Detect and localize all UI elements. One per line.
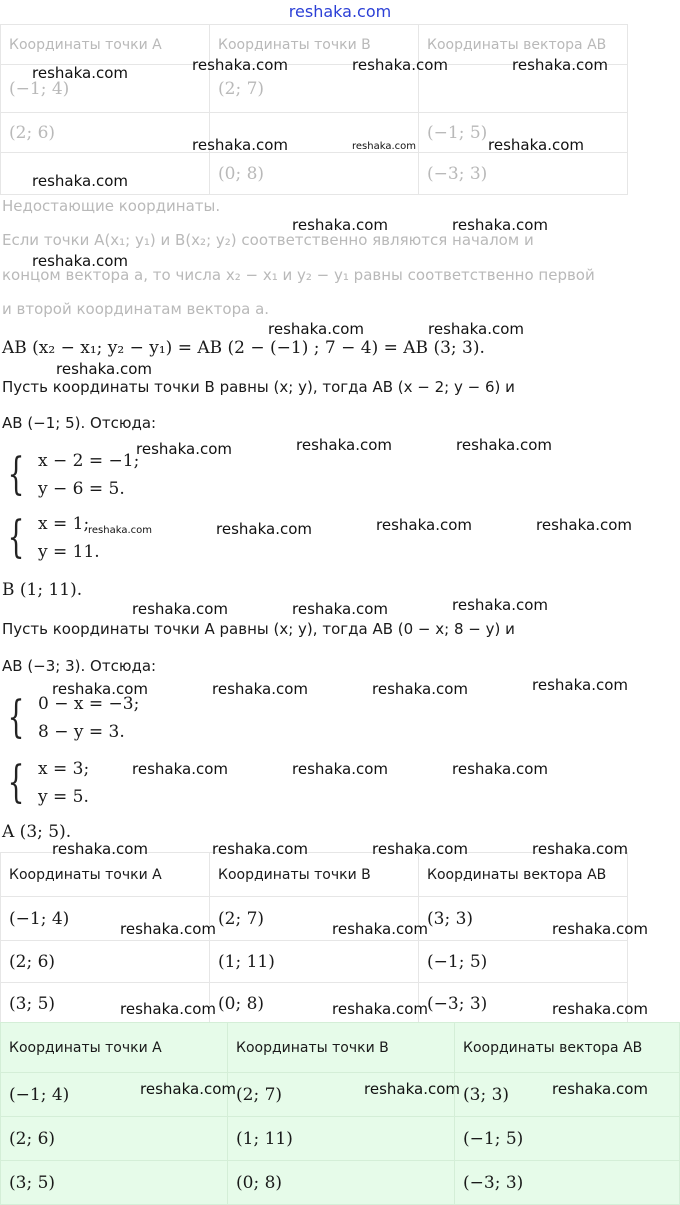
system-row: 0 − x = −3;	[38, 694, 140, 714]
missing-label: Недостающие координаты.	[2, 197, 221, 215]
header-point-a: Координаты точки A	[1, 1023, 228, 1073]
result-a: A (3; 5).	[2, 822, 72, 842]
watermark: reshaka.com	[120, 1000, 216, 1018]
cell: (3; 3)	[455, 1073, 680, 1117]
site-title[interactable]: reshaka.com	[288, 2, 392, 21]
system-3	[2, 690, 139, 746]
header-point-b: Координаты точки B	[210, 853, 419, 897]
watermark: reshaka.com	[332, 1000, 428, 1018]
watermark: reshaka.com	[296, 436, 392, 454]
header-point-a: Координаты точки A	[1, 25, 210, 65]
result-b: B (1; 11).	[2, 580, 83, 600]
watermark: reshaka.com	[372, 840, 468, 858]
cell: (2; 6)	[1, 113, 210, 153]
watermark: reshaka.com	[536, 516, 632, 534]
initial-table	[0, 24, 628, 195]
cell: (3; 5)	[1, 1161, 228, 1205]
cell: (−1; 5)	[419, 113, 628, 153]
cell: (0; 8)	[228, 1161, 455, 1205]
cell: (2; 7)	[210, 897, 419, 941]
watermark: reshaka.com	[216, 520, 312, 538]
brace: {	[7, 449, 25, 500]
watermark: reshaka.com	[292, 760, 388, 778]
system-row: 8 − y = 3.	[38, 722, 125, 742]
watermark: reshaka.com	[32, 64, 128, 82]
header-vector-ab: Координаты вектора AB	[455, 1023, 680, 1073]
system-row: y − 6 = 5.	[38, 479, 125, 499]
cell: (3; 3)	[419, 897, 628, 941]
watermark: reshaka.com	[140, 1080, 236, 1098]
watermark: reshaka.com	[352, 141, 416, 152]
cell: (1; 11)	[210, 941, 419, 983]
rule-line-3: и второй координатам вектора a.	[2, 300, 270, 318]
watermark: reshaka.com	[452, 760, 548, 778]
header-point-b: Координаты точки B	[228, 1023, 455, 1073]
paragraph-a-cont: AB (−3; 3). Отсюда:	[2, 657, 157, 675]
system-row: x − 2 = −1;	[38, 451, 140, 471]
result-table	[0, 852, 628, 1025]
cell: (2; 6)	[1, 941, 210, 983]
system-row: y = 11.	[38, 542, 100, 562]
watermark: reshaka.com	[212, 840, 308, 858]
watermark: reshaka.com	[52, 840, 148, 858]
watermark: reshaka.com	[192, 136, 288, 154]
brace: {	[7, 757, 25, 808]
rule-line-2: концом вектора a, то числа x₂ − x₁ и y₂ − y₁ равны соответственно первой	[2, 266, 595, 284]
watermark: reshaka.com	[364, 1080, 460, 1098]
watermark: reshaka.com	[452, 216, 548, 234]
watermark: reshaka.com	[268, 320, 364, 338]
brace: {	[7, 512, 25, 563]
cell: (1; 11)	[228, 1117, 455, 1161]
watermark: reshaka.com	[352, 56, 448, 74]
cell: (−3; 3)	[455, 1161, 680, 1205]
watermark: reshaka.com	[532, 840, 628, 858]
watermark: reshaka.com	[120, 920, 216, 938]
watermark: reshaka.com	[88, 525, 152, 536]
rule-line-1: Если точки A(x₁; y₁) и B(x₂; y₂) соответственно являются началом и	[2, 231, 534, 249]
paragraph-b-cont: AB (−1; 5). Отсюда:	[2, 414, 157, 432]
watermark: reshaka.com	[552, 1080, 648, 1098]
watermark: reshaka.com	[552, 1000, 648, 1018]
watermark: reshaka.com	[132, 760, 228, 778]
watermark: reshaka.com	[452, 596, 548, 614]
header-point-a: Координаты точки A	[1, 853, 210, 897]
watermark: reshaka.com	[456, 436, 552, 454]
watermark: reshaka.com	[292, 216, 388, 234]
cell: (−1; 5)	[419, 941, 628, 983]
watermark: reshaka.com	[552, 920, 648, 938]
cell: (3; 5)	[1, 983, 210, 1025]
system-row: x = 3;	[38, 759, 90, 779]
cell: (−1; 4)	[1, 897, 210, 941]
cell: (2; 6)	[1, 1117, 228, 1161]
watermark: reshaka.com	[132, 600, 228, 618]
system-4	[2, 755, 89, 811]
watermark: reshaka.com	[488, 136, 584, 154]
paragraph-b: Пусть координаты точки B равны (x; y), тогда AB (x − 2; y − 6) и	[2, 378, 515, 396]
cell: (−1; 4)	[1, 1073, 228, 1117]
watermark: reshaka.com	[292, 600, 388, 618]
watermark: reshaka.com	[532, 676, 628, 694]
watermark: reshaka.com	[32, 252, 128, 270]
cell: (−3; 3)	[419, 983, 628, 1025]
system-2	[2, 510, 100, 566]
brace: {	[7, 692, 25, 743]
watermark: reshaka.com	[376, 516, 472, 534]
watermark: reshaka.com	[512, 56, 608, 74]
header-vector-ab: Координаты вектора AB	[419, 853, 628, 897]
watermark: reshaka.com	[332, 920, 428, 938]
watermark: reshaka.com	[136, 440, 232, 458]
watermark: reshaka.com	[192, 56, 288, 74]
system-1	[2, 447, 139, 503]
cell: (2; 7)	[210, 65, 419, 113]
answer-table	[0, 1022, 680, 1205]
watermark: reshaka.com	[56, 360, 152, 378]
watermark: reshaka.com	[52, 680, 148, 698]
watermark: reshaka.com	[428, 320, 524, 338]
system-row: y = 5.	[38, 787, 89, 807]
cell: (−1; 5)	[455, 1117, 680, 1161]
system-row: x = 1;	[38, 514, 90, 534]
cell: (−3; 3)	[419, 153, 628, 195]
cell: (0; 8)	[210, 153, 419, 195]
watermark: reshaka.com	[372, 680, 468, 698]
watermark: reshaka.com	[32, 172, 128, 190]
cell: (−1; 4)	[1, 65, 210, 113]
paragraph-a: Пусть координаты точки A равны (x; y), тогда AB (0 − x; 8 − y) и	[2, 620, 515, 638]
cell: (0; 8)	[210, 983, 419, 1025]
watermark: reshaka.com	[212, 680, 308, 698]
equation-ab: AB (x₂ − x₁; y₂ − y₁) = AB (2 − (−1) ; 7 − 4) = AB (3; 3).	[2, 338, 485, 358]
cell: (2; 7)	[228, 1073, 455, 1117]
header-vector-ab: Координаты вектора AB	[419, 25, 628, 65]
header-point-b: Координаты точки B	[210, 25, 419, 65]
